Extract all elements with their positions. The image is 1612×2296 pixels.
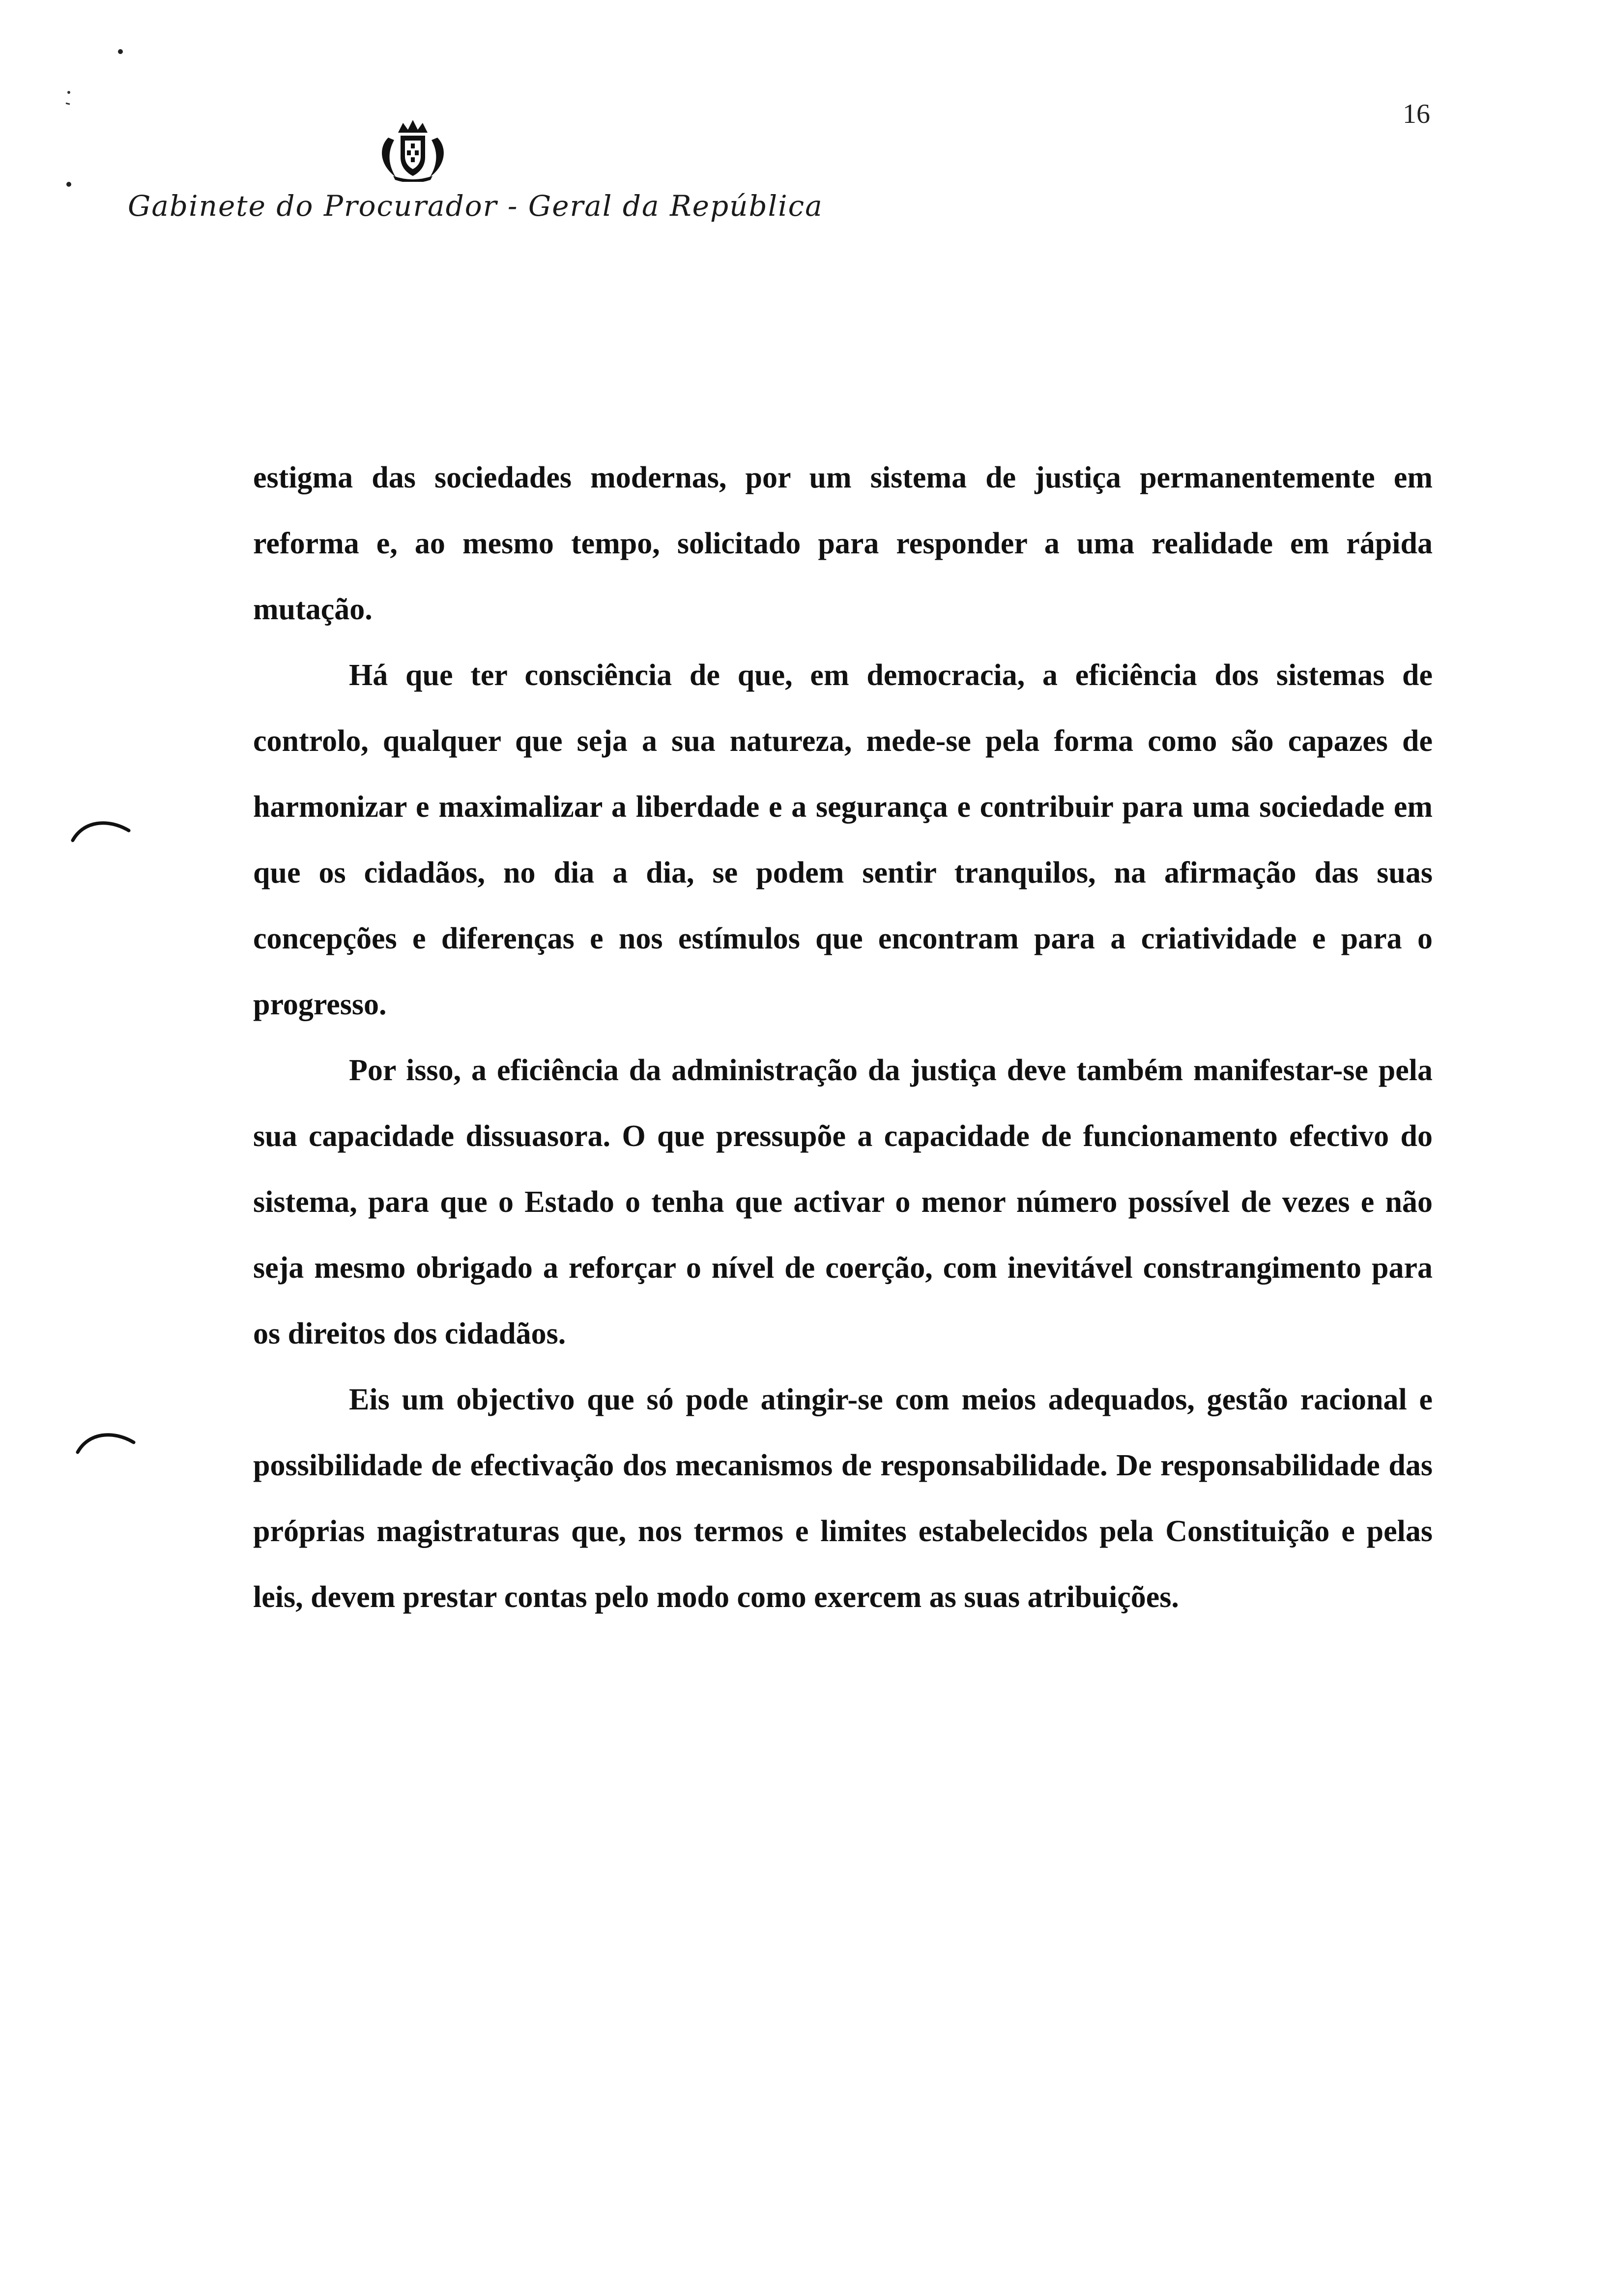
margin-dot-mark — [64, 88, 74, 108]
margin-dot-mark — [64, 179, 74, 189]
margin-dot-mark — [115, 47, 125, 57]
paragraph: Há que ter consciência de que, em democracia, a eficiência dos sistemas de controlo, qualquer que seja a sua natureza, mede-se pela forma como são capazes de harmonizar e maximalizar a liberdade e a segurança e contribuir para uma sociedade em que os cidadãos, no dia a dia, se podem sentir tranquilos, na afirmação das suas concepções e diferenças e nos estímulos que encontram para a criatividade e para o progresso. — [253, 659, 1433, 1021]
margin-arc-mark — [69, 816, 133, 845]
letterhead — [128, 108, 823, 236]
paragraph: Por isso, a eficiência da administração da justiça deve também manifestar-se pela sua capacidade dissuasora. O que pressupõe a capacidade de funcionamento efectivo do sistema, para que o Estado o tenha que activar o menor número possível de vezes e não seja mesmo obrigado a reforçar o nível de coerção, com inevitável constrangimento para os direitos dos cidadãos. — [253, 1054, 1433, 1350]
coat-of-arms-icon — [374, 118, 452, 182]
page-number: 16 — [1403, 99, 1430, 129]
paragraph: estigma das sociedades modernas, por um sistema de justiça permanentemente em reforma e, ao mesmo tempo, solicitado para responder a uma realidade em rápida mutação. — [253, 461, 1433, 626]
document-body — [253, 445, 1433, 1630]
paragraph: Eis um objectivo que só pode atingir-se com meios adequados, gestão racional e possibilidade de efectivação dos mecanismos de responsabilidade. De responsabilidade das próprias magistraturas que, nos termos e limites estabelecidos pela Constituição e pelas leis, devem prestar contas pelo modo como exercem as suas atribuições. — [253, 1383, 1433, 1614]
letterhead-title: Gabinete do Procurador - Geral da República — [128, 189, 823, 223]
margin-arc-mark — [74, 1428, 138, 1457]
